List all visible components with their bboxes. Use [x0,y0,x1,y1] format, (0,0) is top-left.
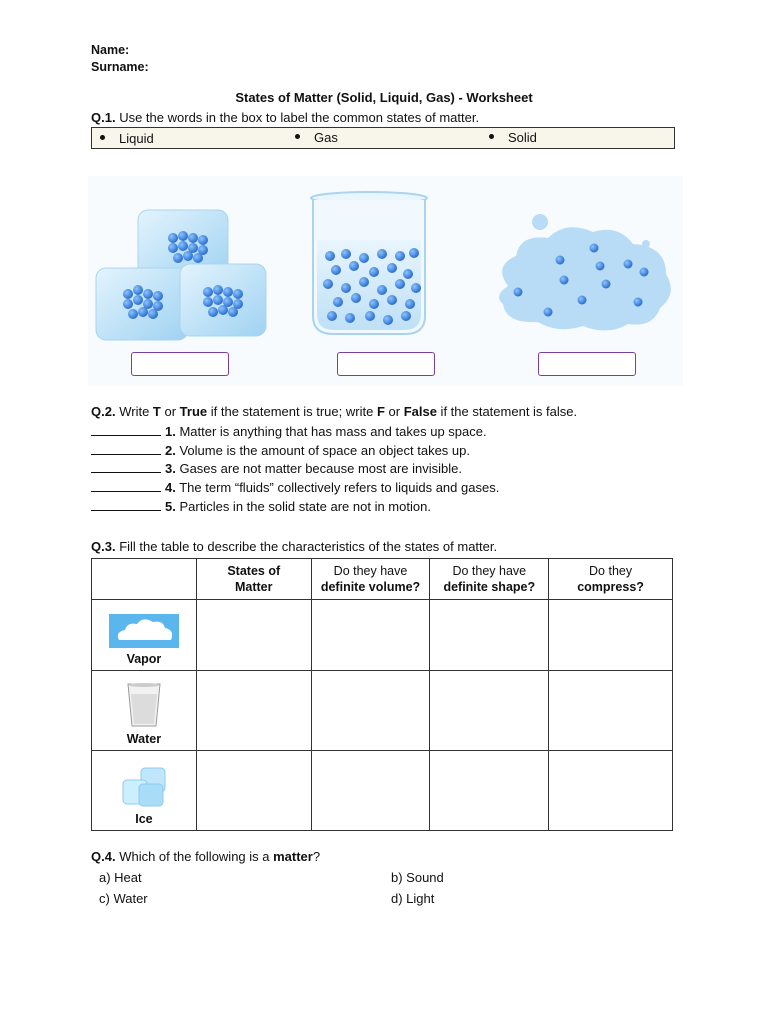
tf-statement: 1. Matter is anything that has mass and takes up space. [91,424,487,439]
bullet-icon [295,134,300,139]
q1-prompt [91,110,479,125]
tf-statement: 5. Particles in the solid state are not in motion. [91,499,431,514]
table-row [92,751,673,831]
answer-cell[interactable] [311,751,430,831]
worksheet-title: States of Matter (Solid, Liquid, Gas) - Worksheet [235,90,533,105]
answer-blank[interactable] [91,443,161,455]
option-b[interactable]: b) Sound [391,870,444,885]
word-solid: Solid [489,130,537,145]
q1-text: Use the words in the box to label the common states of matter. [119,110,480,125]
table-row [92,600,673,671]
tf-statement: 2. Volume is the amount of space an object takes up. [91,443,470,458]
answer-cell[interactable] [196,671,311,751]
row-label-vapor: Vapor [92,600,197,671]
q3-prompt: Q.3. Fill the table to describe the characteristics of the states of matter. [91,539,498,554]
word-box [91,127,675,149]
answer-blank[interactable] [91,461,161,473]
option-d[interactable]: d) Light [391,891,435,906]
header-compress: Do they compress? [549,559,673,600]
row-label-water: Water [92,671,197,751]
answer-blank[interactable] [91,480,161,492]
header-states: States of Matter [196,559,311,600]
answer-blank[interactable] [91,424,161,436]
tf-statement: 3. Gases are not matter because most are invisible. [91,461,462,476]
answer-cell[interactable] [311,671,430,751]
bullet-icon [100,135,105,140]
option-c[interactable]: c) Water [99,891,148,906]
surname-label: Surname: [91,60,149,74]
gas-answer-box[interactable] [538,352,636,376]
answer-cell[interactable] [549,600,673,671]
word-liquid: Liquid [100,131,154,146]
table-row [92,671,673,751]
option-a[interactable]: a) Heat [99,870,142,885]
answer-cell[interactable] [549,751,673,831]
word-gas: Gas [295,130,338,145]
vapor-cloud-icon [109,614,179,648]
q2-prompt: Q.2. Write T or True if the statement is true; write F or False if the statement is false. [91,404,578,419]
q3-number: Q.3. [91,539,116,554]
bullet-icon [489,134,494,139]
answer-cell[interactable] [196,751,311,831]
tf-statement: 4. The term “fluids” collectively refers to liquids and gases. [91,480,499,495]
water-glass-icon [126,682,162,728]
header-volume: Do they have definite volume? [311,559,430,600]
q1-number: Q.1. [91,110,116,125]
name-label: Name: [91,43,130,57]
q2-number: Q.2. [91,404,116,419]
answer-cell[interactable] [430,671,549,751]
header-shape: Do they have definite shape? [430,559,549,600]
answer-cell[interactable] [430,600,549,671]
q4-number: Q.4. [91,849,116,864]
answer-cell[interactable] [549,671,673,751]
solid-answer-box[interactable] [131,352,229,376]
q4-prompt: Q.4. Which of the following is a matter? [91,849,321,864]
answer-cell[interactable] [311,600,430,671]
answer-blank[interactable] [91,499,161,511]
states-table [91,558,673,831]
table-header-row [92,559,673,600]
liquid-beaker-icon [311,192,427,334]
ice-cubes-icon [119,766,169,808]
liquid-answer-box[interactable] [337,352,435,376]
answer-cell[interactable] [430,751,549,831]
header-empty [92,559,197,600]
row-label-ice: Ice [92,751,197,831]
answer-cell[interactable] [196,600,311,671]
